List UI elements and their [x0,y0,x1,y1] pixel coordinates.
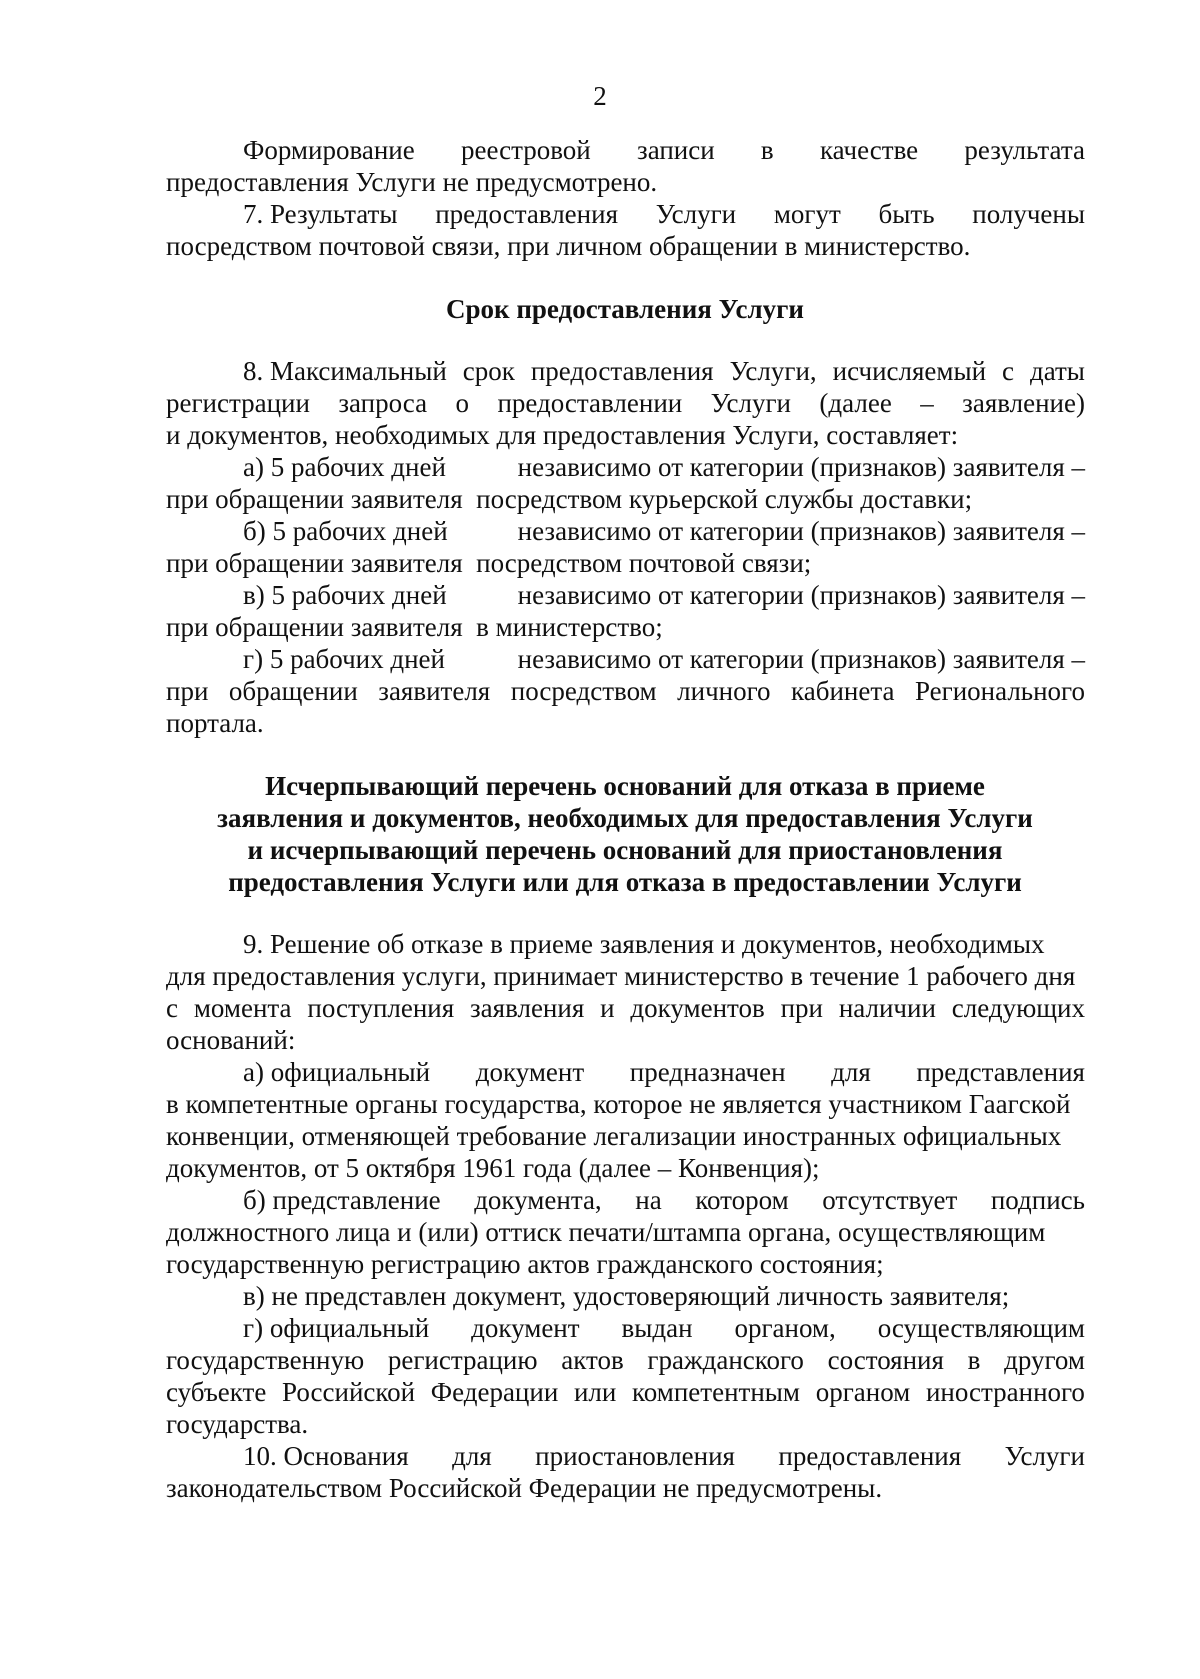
text-line: должностного лица и (или) оттиск печати/штампа органа, осуществляющим [166,1217,1046,1247]
text-line: в) не представлен документ, удостоверяющий личность заявителя; [243,1281,1010,1311]
text-line: в компетентные органы государства, которое не является участником Гаагской [166,1089,1071,1119]
text-line: при обращении заявителя в министерство; [166,612,663,642]
text-line: а) 5 рабочих дней независимо от категории (признаков) заявителя – [243,452,1085,482]
text-line: 10. Основания для приостановления предоставления Услуги [243,1441,1085,1471]
text-line: при обращении заявителя посредством личного кабинета Регионального [166,676,1085,706]
section-heading: и исчерпывающий перечень оснований для приостановления [247,835,1003,865]
text-line: г) официальный документ выдан органом, осуществляющим [243,1313,1085,1343]
section-heading: заявления и документов, необходимых для предоставления Услуги [217,803,1033,833]
section-heading: Срок предоставления Услуги [446,294,804,324]
text-line: а) официальный документ предназначен для представления [243,1057,1085,1087]
text-line: и документов, необходимых для предоставления Услуги, составляет: [166,420,959,450]
text-line: портала. [166,708,264,738]
text-line: предоставления Услуги не предусмотрено. [166,167,658,197]
section-heading: предоставления Услуги или для отказа в предоставлении Услуги [228,867,1022,897]
text-line: документов, от 5 октября 1961 года (далее – Конвенция); [166,1153,820,1183]
text-line: с момента поступления заявления и документов при наличии следующих [166,993,1085,1023]
page-number: 2 [593,81,607,111]
text-line: посредством почтовой связи, при личном обращении в министерство. [166,231,971,261]
text-line: субъекте Российской Федерации или компетентным органом иностранного [166,1377,1085,1407]
text-line: в) 5 рабочих дней независимо от категории (признаков) заявителя – [243,580,1085,610]
text-line: регистрации запроса о предоставлении Услуги (далее – заявление) [166,388,1085,418]
text-line: Формирование реестровой записи в качестве результата [243,135,1085,165]
section-heading: Исчерпывающий перечень оснований для отказа в приеме [265,771,985,801]
text-line: законодательством Российской Федерации не предусмотрены. [166,1473,883,1503]
text-line: конвенции, отменяющей требование легализации иностранных официальных [166,1121,1062,1151]
text-line: при обращении заявителя посредством почтовой связи; [166,548,812,578]
text-line: при обращении заявителя посредством курьерской службы доставки; [166,484,973,514]
text-line: г) 5 рабочих дней независимо от категории (признаков) заявителя – [243,644,1085,674]
text-line: для предоставления услуги, принимает министерство в течение 1 рабочего дня [166,961,1076,991]
text-line: б) представление документа, на котором отсутствует подпись [243,1185,1085,1215]
text-line: 8. Максимальный срок предоставления Услуги, исчисляемый с даты [243,356,1085,386]
text-line: государственную регистрацию актов гражданского состояния; [166,1249,884,1279]
text-line: б) 5 рабочих дней независимо от категории (признаков) заявителя – [243,516,1085,546]
text-line: государства. [166,1409,309,1439]
text-line: оснований: [166,1025,296,1055]
text-line: 9. Решение об отказе в приеме заявления и документов, необходимых [243,929,1045,959]
text-line: 7. Результаты предоставления Услуги могут быть получены [243,199,1085,229]
text-line: государственную регистрацию актов гражданского состояния в другом [166,1345,1085,1375]
